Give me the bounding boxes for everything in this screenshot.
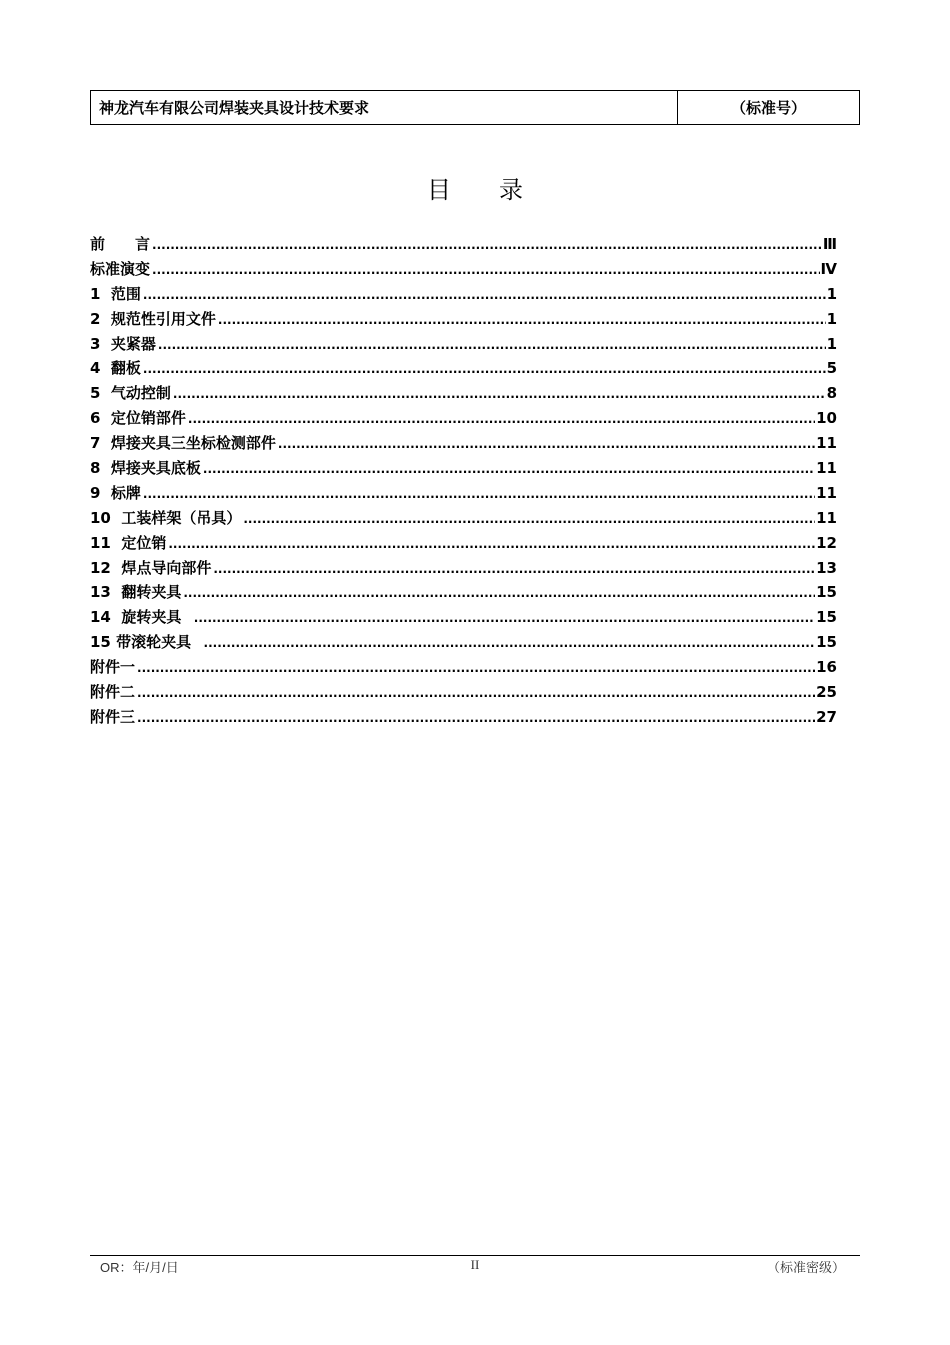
table-of-contents	[90, 233, 837, 731]
toc-entry-page: 10	[816, 409, 837, 428]
toc-entry-page: 11	[816, 459, 837, 478]
toc-entry-label: 附件三	[90, 707, 136, 726]
toc-leader-dots	[278, 437, 815, 451]
toc-leader-dots	[137, 686, 815, 700]
header-table	[90, 90, 860, 125]
toc-entry-page: 1	[826, 309, 837, 328]
footer-classification: （标准密级）	[766, 1260, 845, 1275]
toc-leader-dots	[194, 611, 815, 625]
toc-leader-dots	[243, 512, 815, 526]
toc-entry-label: 11 定位销	[90, 533, 167, 552]
toc-entry-label: 6 定位销部件	[90, 409, 186, 428]
toc-entry[interactable]	[90, 333, 837, 358]
toc-entry[interactable]	[90, 482, 837, 507]
toc-entry-page: 1	[826, 334, 837, 353]
toc-entry[interactable]	[90, 606, 837, 631]
toc-entry-page: 16	[816, 658, 837, 677]
toc-leader-dots	[137, 711, 815, 725]
toc-entry[interactable]	[90, 557, 837, 582]
toc-leader-dots	[152, 263, 820, 277]
toc-entry-label: 7 焊接夹具三坐标检测部件	[90, 434, 276, 453]
footer-page-number: II	[470, 1257, 480, 1272]
toc-entry-label: 15 带滚轮夹具	[90, 633, 202, 652]
toc-entry-page: 5	[826, 359, 837, 378]
toc-entry[interactable]	[90, 308, 837, 333]
toc-leader-dots	[152, 238, 822, 252]
toc-leader-dots	[218, 313, 826, 327]
toc-entry[interactable]	[90, 532, 837, 557]
toc-entry[interactable]	[90, 681, 837, 706]
toc-entry[interactable]	[90, 706, 837, 731]
toc-entry-label: 1 范围	[90, 284, 141, 303]
toc-leader-dots	[158, 338, 826, 352]
toc-leader-dots	[143, 362, 826, 376]
toc-entry[interactable]	[90, 507, 837, 532]
toc-leader-dots	[188, 412, 815, 426]
toc-leader-dots	[168, 537, 815, 551]
toc-entry-label: 4 翻板	[90, 359, 141, 378]
toc-entry-page: Ⅳ	[820, 259, 837, 278]
toc-entry-page: 11	[816, 508, 837, 527]
toc-leader-dots	[183, 586, 815, 600]
toc-entry[interactable]	[90, 283, 837, 308]
toc-entry[interactable]	[90, 457, 837, 482]
toc-title: 目录	[427, 176, 571, 204]
toc-entry-page: 8	[826, 384, 837, 403]
toc-entry-label: 13 翻转夹具	[90, 583, 182, 602]
toc-entry-page: 15	[816, 608, 837, 627]
toc-entry-page: 11	[816, 483, 837, 502]
toc-leader-dots	[143, 288, 826, 302]
toc-leader-dots	[173, 387, 826, 401]
toc-entry-page: 13	[816, 558, 837, 577]
toc-entry-label: 3 夹紧器	[90, 334, 156, 353]
toc-leader-dots	[213, 562, 815, 576]
toc-entry-label: 9 标牌	[90, 483, 141, 502]
toc-leader-dots	[137, 661, 815, 675]
toc-entry-page: 1	[826, 284, 837, 303]
toc-entry-label: 5 气动控制	[90, 384, 171, 403]
toc-entry-page: Ⅲ	[822, 235, 837, 253]
toc-entry-page: 15	[816, 633, 837, 652]
toc-entry-label: 14 旋转夹具	[90, 608, 192, 627]
toc-entry-label: 附件二	[90, 683, 136, 702]
toc-entry-page: 15	[816, 583, 837, 602]
toc-leader-dots	[143, 487, 815, 501]
toc-entry-page: 27	[816, 707, 837, 726]
toc-entry-label: 附件一	[90, 658, 136, 677]
footer-divider	[90, 1255, 860, 1256]
toc-leader-dots	[203, 462, 815, 476]
toc-entry[interactable]	[90, 631, 837, 656]
toc-entry[interactable]	[90, 233, 837, 258]
toc-leader-dots	[204, 636, 816, 650]
toc-entry[interactable]	[90, 432, 837, 457]
toc-entry[interactable]	[90, 581, 837, 606]
toc-entry[interactable]	[90, 656, 837, 681]
toc-entry[interactable]	[90, 357, 837, 382]
toc-entry[interactable]	[90, 407, 837, 432]
toc-entry-label: 8 焊接夹具底板	[90, 459, 201, 478]
toc-entry-label: 标准演变	[90, 259, 151, 278]
toc-entry-label: 2 规范性引用文件	[90, 309, 216, 328]
toc-entry[interactable]	[90, 382, 837, 407]
standard-number: （标准号）	[730, 99, 806, 117]
toc-entry-page: 11	[816, 434, 837, 453]
toc-entry-label: 前 言	[90, 235, 151, 253]
toc-entry-page: 25	[816, 683, 837, 702]
footer-date: OR：年/月/日	[100, 1260, 179, 1275]
document-title: 神龙汽车有限公司焊装夹具设计技术要求	[91, 91, 678, 124]
toc-entry[interactable]	[90, 258, 837, 283]
toc-entry-label: 12 焊点导向部件	[90, 558, 212, 577]
toc-entry-label: 10 工装样架（吊具）	[90, 508, 242, 527]
toc-entry-page: 12	[816, 533, 837, 552]
